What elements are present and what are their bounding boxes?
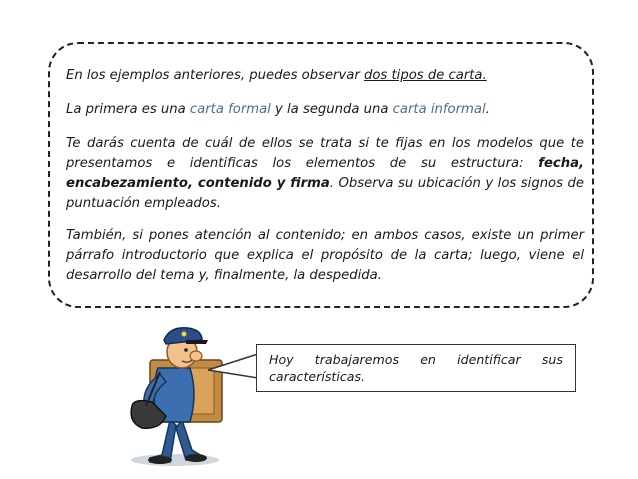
- intro-paragraph: [66, 66, 584, 86]
- types-text-2: y la segunda una: [270, 102, 393, 117]
- postman-illustration: [120, 310, 230, 470]
- types-text-1: La primera es una: [66, 102, 190, 117]
- types-paragraph: [66, 100, 584, 120]
- structure-paragraph: [66, 134, 584, 214]
- types-text-3: .: [485, 102, 490, 117]
- bubble-line-2: características.: [269, 369, 366, 384]
- two-types-link-text: dos tipos de carta.: [363, 68, 487, 83]
- content-paragraph: También, si pones atención al contenido; en ambos casos, existe un primer párrafo introductorio que explica el propósito de la carta; luego, viene el desarrollo del tema y, finalmente, la despedida.: [66, 228, 584, 283]
- structure-text-2: . Observa su ubicación y los signos de puntuación empleados.: [66, 176, 584, 211]
- speech-bubble: [256, 344, 576, 392]
- shadow-shape: [131, 454, 219, 466]
- intro-text: En los ejemplos anteriores, puedes observar: [66, 68, 364, 83]
- bubble-word: Hoy: [269, 352, 294, 367]
- structure-elements: fecha, encabezamiento, contenido y firma: [66, 156, 584, 191]
- info-text-box: [48, 42, 594, 308]
- informal-letter-term: carta informal: [392, 102, 486, 117]
- structure-text-1: Te darás cuenta de cuál de ellos se trata si te fijas en los modelos que te presentamos e identificas los elementos de su estructura:: [66, 136, 584, 171]
- speech-bubble-tail: [206, 352, 260, 382]
- bubble-word: trabajaremos: [314, 352, 400, 367]
- bubble-word: sus: [541, 352, 563, 367]
- bubble-word: en: [420, 352, 436, 367]
- bubble-line-1: [269, 351, 563, 368]
- bubble-word: identificar: [457, 352, 521, 367]
- formal-letter-term: carta formal: [189, 102, 271, 117]
